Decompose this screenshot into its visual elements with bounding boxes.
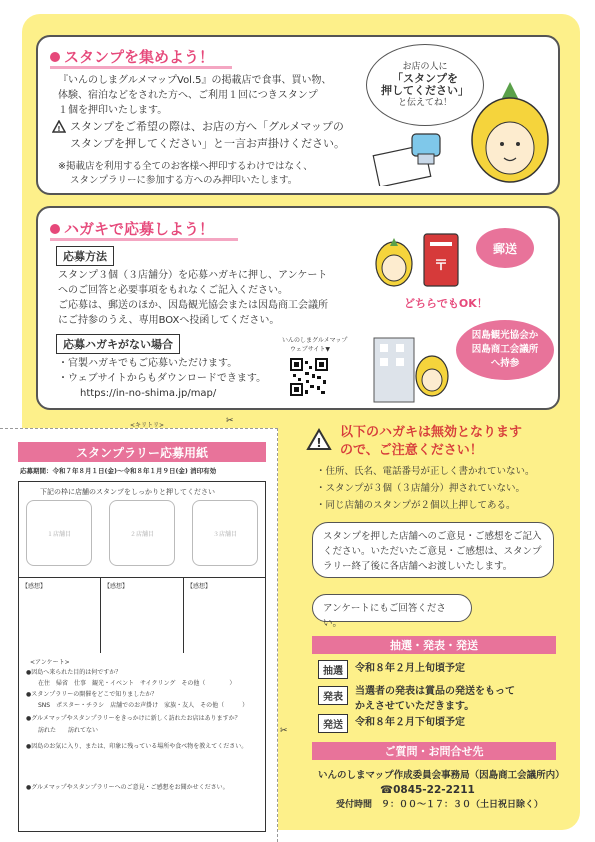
schedule-tag-lottery: 抽選 (318, 660, 348, 679)
no-card-label: 応募ハガキがない場合 (56, 334, 180, 354)
survey-q3-options[interactable]: 訪れた 訪れてない (38, 727, 99, 734)
survey-q1-options[interactable]: 在住 帰省 仕事 観光・イベント サイクリング その他（ ） (38, 680, 236, 687)
speech-bubble: お店の人に 「スタンプを 押してください」 と伝えてね！ (366, 44, 484, 126)
survey-q5: ●グルメマップやスタンプラリーへのご意見・ご感想をお聞かせください。 (26, 784, 229, 791)
warning-title-1: 以下のハガキは無効となります (340, 425, 523, 440)
warning-item-2: ・スタンプが３個（３店舗分）押されていない。 (316, 483, 526, 494)
bring-bubble: 因島観光協会か 因島商工会議所 へ持参 (456, 320, 554, 380)
schedule-header: 抽選・発表・発送 (312, 636, 556, 654)
stamp-section-title: スタンプを集めよう！ (50, 46, 214, 67)
stamp-note-1: ※掲載店を利用する全てのお客様へ押印するわけではなく、 (58, 161, 313, 172)
contact-hours: 受付時間 ９：００～１７：３０（土日祝日除く） (336, 800, 544, 810)
warning-icon-large (306, 428, 332, 451)
warning-item-1: ・住所、氏名、電話番号が正しく書かれていない。 (316, 466, 535, 477)
contact-phone[interactable]: ☎0845-22-2211 (380, 784, 475, 796)
stamp-note-2: スタンプラリーに参加する方へのみ押印いたします。 (70, 175, 298, 186)
postcard-section-title: ハガキで応募しよう！ (50, 218, 214, 239)
form-period: 応募期間：令和７年８月１日(金)～令和８年１月９日(金) 消印有効 (20, 467, 217, 475)
warning-item-3: ・同じ店舗のスタンプが２個以上押してある。 (316, 500, 516, 511)
comment-speech-bubble: スタンプを押した店舗へのご意見・ご感想をご記入 ください。いただいたご意見・ご感想は、スタンプ ラリー終了後に各店舗へお渡しいたします。 (312, 522, 554, 578)
warning-icon (52, 120, 66, 133)
stamp-body-3: １個を押印いたします。 (58, 105, 168, 116)
website-label-1: いんのしまグルメマップ (282, 337, 348, 344)
no-card-2: ・ウェブサイトからもダウンロードできます。 (58, 373, 267, 384)
comment-box-3[interactable]: 【感想】 (183, 577, 266, 653)
scissors-icon: ✂ (226, 416, 234, 426)
schedule-tag-announce: 発表 (318, 686, 348, 705)
no-card-1: ・官製ハガキでもご応募いただけます。 (58, 358, 238, 369)
either-ok-text: どちらでもOK！ (404, 297, 488, 310)
method-2: へのご回答と必要事項をもれなくご記入ください。 (58, 285, 288, 296)
schedule-lottery-text: 令和８年２月上旬頃予定 (355, 663, 465, 674)
contact-org: いんのしまマップ作成委員会事務局（因島商工会議所内） (318, 770, 565, 781)
schedule-announce-text-b: かえさせていただきます。 (355, 701, 475, 712)
stamp-body-2: 体験、宿泊などをされた方へ、ご利用１回につきスタンプ (58, 90, 318, 101)
mascot-postbox-icon (370, 224, 470, 294)
survey-speech-bubble: アンケートにもご回答ください。 (312, 594, 472, 622)
svg-text:!: ! (316, 436, 322, 450)
website-label-2: ウェブサイト▼ (290, 346, 330, 353)
method-3: ご応募は、郵送のほか、因島観光協会または因島商工会議所 (58, 300, 328, 311)
qr-code-icon[interactable] (290, 358, 328, 396)
scissors-icon-side: ✂ (280, 726, 288, 736)
method-4: にご持参のうえ、専用BOXへ投函してください。 (58, 315, 280, 326)
mail-bubble: 郵送 (476, 228, 534, 268)
stamp-warn-2: スタンプを押してください」と一言お声掛けください。 (70, 137, 345, 150)
survey-q2: ●スタンプラリーの開催をどこで知りましたか？ (26, 691, 158, 698)
survey-q3: ●グルメマップやスタンプラリーをきっかけに新しく訪れたお店はありますか？ (26, 715, 241, 722)
survey-q4: ●因島のお気に入り、または、印象に残っている場所や食べ物を教えてください。 (26, 743, 248, 750)
form-title: スタンプラリー応募用紙 (18, 442, 266, 462)
website-url[interactable]: https://in-no-shima.jp/map/ (80, 388, 217, 399)
stamp-warn-1: スタンプをご希望の際は、お店の方へ「グルメマップの (70, 120, 344, 133)
contact-header: ご質問・お問合せ先 (312, 742, 556, 760)
survey-title: <アンケート> (30, 659, 70, 666)
lemon-mascot-icon (468, 78, 552, 186)
comment-box-1[interactable]: 【感想】 (18, 577, 100, 653)
stamp-card-icon (370, 128, 450, 186)
form-instruction: 下記の枠に店舗のスタンプをしっかりと押してください (40, 488, 215, 496)
stamp-box-1[interactable]: １店舗目 (26, 500, 92, 566)
stamp-box-3[interactable]: ３店舗目 (192, 500, 258, 566)
method-label: 応募方法 (56, 246, 114, 266)
svg-text:!: ! (57, 125, 61, 133)
office-building-icon (370, 328, 450, 406)
warning-title-2: ので、ご注意ください！ (340, 443, 483, 458)
survey-q2-options[interactable]: SNS ポスター・チラシ 店舗でのお声掛け 家族・友人 その他（ ） (38, 702, 249, 709)
schedule-announce-text-a: 当選者の発表は賞品の発送をもって (355, 686, 515, 697)
stamp-body-1: 『いんのしまグルメマップVol.5』の掲載店で食事、買い物、 (58, 75, 332, 86)
survey-q1: ●因島へ来られた目的は何ですか？ (26, 669, 122, 676)
schedule-tag-ship: 発送 (318, 714, 348, 733)
comment-box-2[interactable]: 【感想】 (100, 577, 183, 653)
svg-text:〒: 〒 (434, 258, 448, 274)
method-1: スタンプ３個（３店舗分）を応募ハガキに押し、アンケート (58, 270, 328, 281)
schedule-ship-text: 令和８年２月下旬頃予定 (355, 717, 465, 728)
cut-label: <キリトリ> (130, 422, 165, 429)
stamp-box-2[interactable]: ２店舗目 (109, 500, 175, 566)
